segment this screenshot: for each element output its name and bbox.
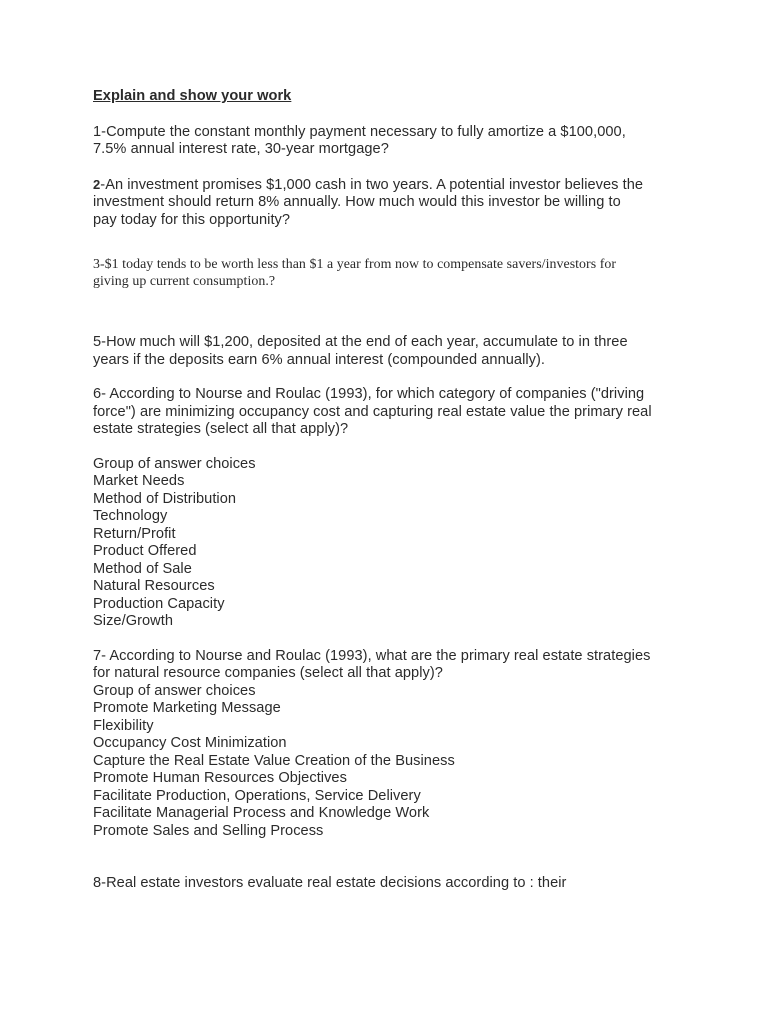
- question-2-line-1: [93, 176, 683, 195]
- question-7: [93, 648, 683, 841]
- question-7-choices-label: Group of answer choices: [93, 682, 256, 699]
- question-5: [93, 334, 683, 369]
- question-6-choice: Product Offered: [93, 543, 197, 559]
- question-5-line-1: 5-How much will $1,200, deposited at the end of each year, accumulate to in three: [93, 334, 628, 350]
- question-3-line-1: 3-$1 today tends to be worth less than $1 a year from now to compensate savers/investors for: [93, 257, 617, 272]
- question-2: [93, 176, 683, 230]
- question-7-choice: Occupancy Cost Minimization: [93, 735, 287, 751]
- question-5-line-2: years if the deposits earn 6% annual interest (compounded annually).: [93, 351, 546, 368]
- question-6-choice: Size/Growth: [93, 613, 174, 629]
- question-6-line-1: 6- According to Nourse and Roulac (1993), for which category of companies ("driving: [93, 386, 645, 402]
- question-7-line-2: for natural resource companies (select all that apply)?: [93, 665, 443, 681]
- question-6-choice: Return/Profit: [93, 525, 176, 542]
- question-7-choice: Facilitate Managerial Process and Knowledge Work: [93, 805, 430, 821]
- question-6-line-2: force") are minimizing occupancy cost and capturing real estate value the primary real: [93, 403, 652, 420]
- question-6-choices-label: Group of answer choices: [93, 455, 256, 472]
- question-8: [93, 875, 683, 893]
- question-7-choice: Capture the Real Estate Value Creation of the Business: [93, 752, 455, 769]
- question-2-line-3: pay today for this opportunity?: [93, 211, 291, 228]
- question-7-choice: Facilitate Production, Operations, Service Delivery: [93, 787, 421, 804]
- document-body: [93, 88, 683, 893]
- document-heading: Explain and show your work: [93, 88, 292, 104]
- question-1-line-2: 7.5% annual interest rate, 30-year mortgage?: [93, 141, 389, 157]
- question-2-number: 2: [93, 176, 101, 192]
- question-6-choice: Production Capacity: [93, 595, 225, 612]
- question-7-line-1: 7- According to Nourse and Roulac (1993), what are the primary real estate strategies: [93, 647, 651, 664]
- question-6-choice: Method of Distribution: [93, 490, 237, 507]
- question-6-choice: Market Needs: [93, 473, 185, 489]
- question-1: [93, 124, 683, 159]
- question-3: [93, 256, 683, 290]
- question-3-line-2: giving up current consumption.?: [93, 274, 276, 289]
- question-6: [93, 386, 683, 439]
- question-7-choice: Promote Sales and Selling Process: [93, 822, 324, 839]
- question-8-text: 8-Real estate investors evaluate real estate decisions according to : their: [93, 875, 567, 891]
- question-6-choice: Natural Resources: [93, 578, 215, 594]
- question-2-line-1-text: -An investment promises $1,000 cash in two years. A potential investor believes the: [100, 176, 644, 193]
- question-1-line-1: 1-Compute the constant monthly payment necessary to fully amortize a $100,000,: [93, 123, 626, 140]
- question-6-choice: Method of Sale: [93, 560, 192, 577]
- question-7-choice: Promote Marketing Message: [93, 700, 281, 716]
- question-7-choice: Promote Human Resources Objectives: [93, 770, 347, 786]
- question-6-line-3: estate strategies (select all that apply)?: [93, 421, 349, 437]
- question-6-choice: Technology: [93, 508, 168, 524]
- question-2-line-2: investment should return 8% annually. How much would this investor be willing to: [93, 194, 621, 210]
- question-6-choices: [93, 456, 683, 631]
- question-7-choice: Flexibility: [93, 717, 154, 734]
